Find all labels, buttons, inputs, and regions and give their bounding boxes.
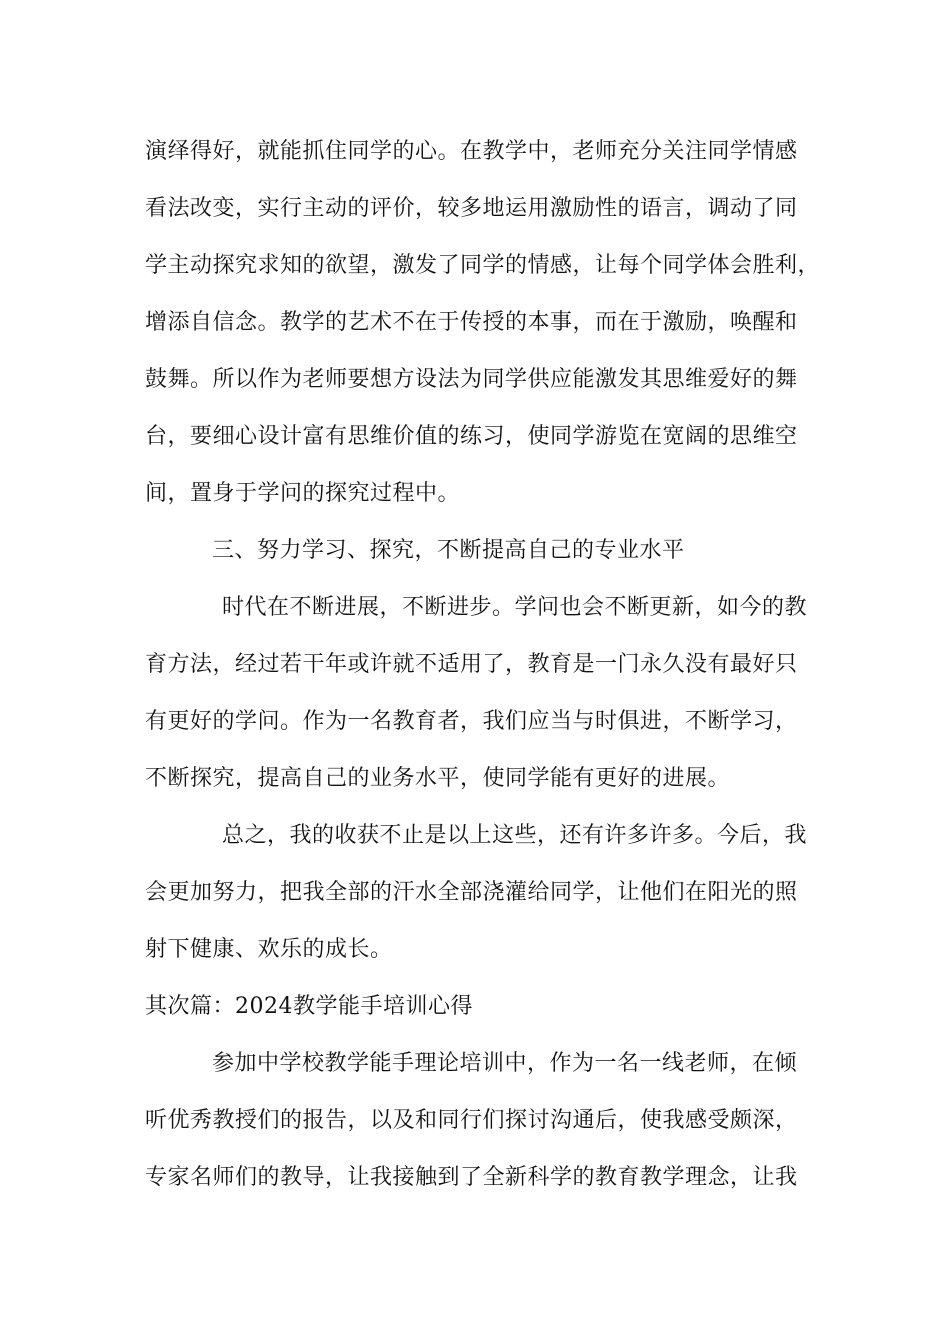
- paragraph-line: 总之，我的收获不止是以上这些，还有许多许多。今后，我: [222, 823, 808, 848]
- article-title: 其次篇：2024教学能手培训心得: [145, 994, 473, 1019]
- paragraph-line: 参加中学校教学能手理论培训中，作为一名一线老师，在倾: [212, 1051, 798, 1076]
- paragraph-line: 增添自信念。教学的艺术不在于传授的本事，而在于激励，唤醒和: [145, 310, 798, 335]
- paragraph-line: 鼓舞。所以作为老师要想方设法为同学供应能激发其思维爱好的舞: [145, 367, 798, 392]
- paragraph-line: 有更好的学问。作为一名教育者，我们应当与时俱进，不断学习，: [145, 709, 798, 734]
- paragraph-line: 时代在不断进展，不断进步。学问也会不断更新，如今的教: [222, 595, 808, 620]
- paragraph-line: 演绎得好，就能抓住同学的心。在教学中，老师充分关注同学情感: [145, 139, 798, 164]
- paragraph-line: 不断探究，提高自己的业务水平，使同学能有更好的进展。: [145, 766, 731, 791]
- paragraph-line: 专家名师们的教导，让我接触到了全新科学的教育教学理念，让我: [145, 1165, 798, 1190]
- paragraph-line: 间，置身于学问的探究过程中。: [145, 481, 461, 506]
- paragraph-line: 会更加努力，把我全部的汗水全部浇灌给同学，让他们在阳光的照: [145, 880, 798, 905]
- paragraph-line: 学主动探究求知的欲望，激发了同学的情感，让每个同学体会胜利，: [145, 253, 821, 278]
- paragraph-line: 射下健康、欢乐的成长。: [145, 937, 393, 962]
- paragraph-line: 育方法，经过若干年或许就不适用了，教育是一门永久没有最好只: [145, 652, 798, 677]
- paragraph-line: 听优秀教授们的报告，以及和同行们探讨沟通后，使我感受颇深，: [145, 1108, 798, 1133]
- paragraph-line: 看法改变，实行主动的评价，较多地运用激励性的语言，调动了同: [145, 196, 798, 221]
- paragraph-line: 台，要细心设计富有思维价值的练习，使同学游览在宽阔的思维空: [145, 424, 798, 449]
- section-heading: 三、努力学习、探究，不断提高自己的专业水平: [212, 538, 685, 563]
